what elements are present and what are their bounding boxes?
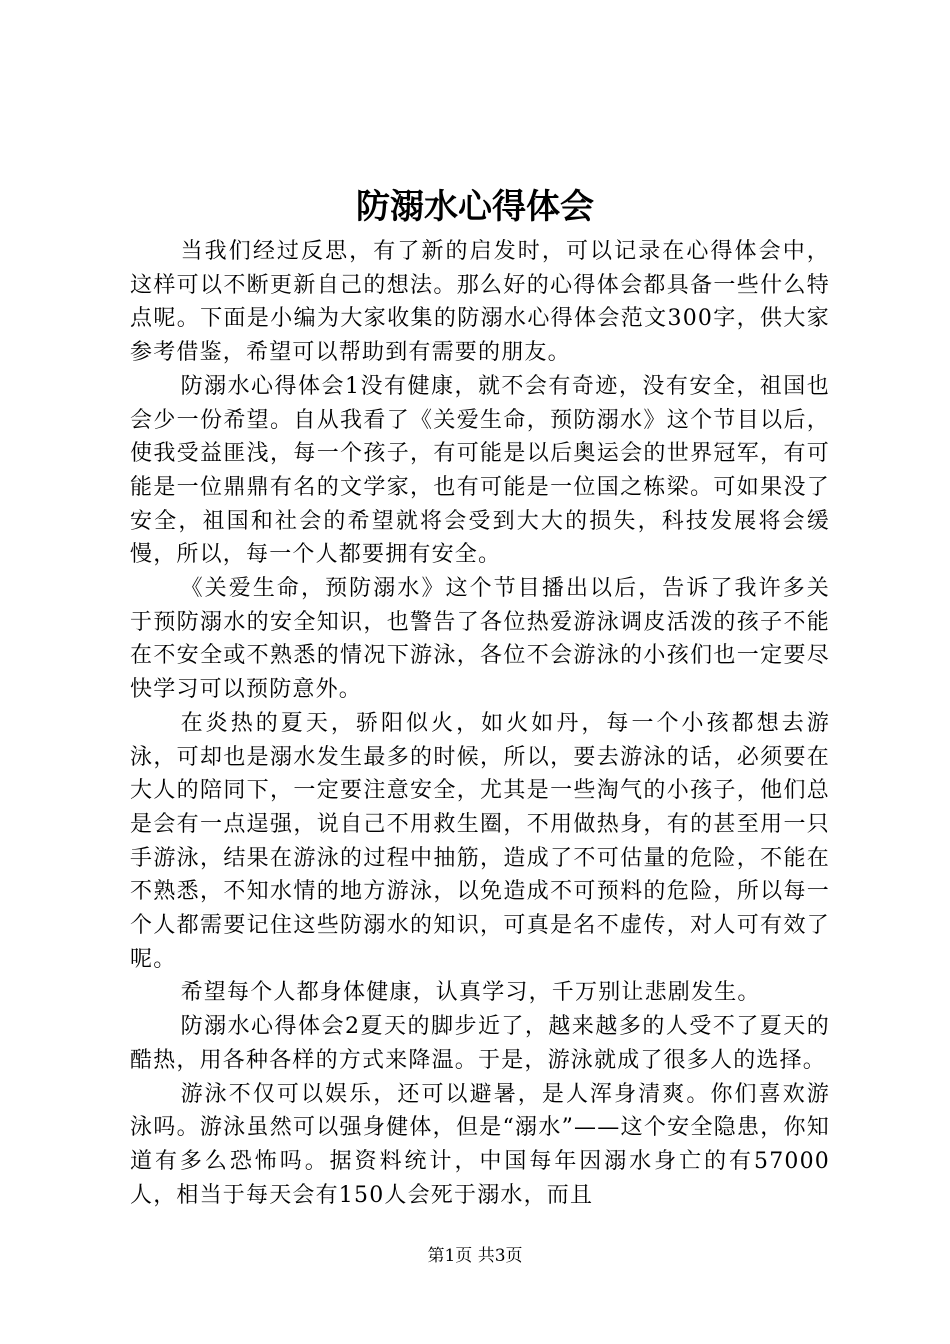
document-title: 防溺水心得体会 [356,187,594,227]
paragraph-summer: 在炎热的夏天，骄阳似火，如火如丹，每一个小孩都想去游泳，可却也是溺水发生最多的时候，所以，要去游泳的话，必须要在大人的陪同下，一定要注意安全，尤其是一些淘气的小孩子，他们总是会有一点逞强，说自己不用救生圈，不用做热身，有的甚至用一只手游泳，结果在游泳的过程中抽筋，造成了不可估量的危险，不能在不熟悉，不知水情的地方游泳，以免造成不可预料的危险，所以每一个人都需要记住这些防溺水的知识，可真是名不虚传，对人可有效了呢。 [130,710,830,972]
document-body [130,235,830,1212]
paragraph-wish: 希望每个人都身体健康，认真学习，千万别让悲剧发生。 [180,980,761,1006]
paragraph-swimming: 游泳不仅可以娱乐，还可以避暑，是人浑身清爽。你们喜欢游泳吗。游泳虽然可以强身健体，但是“溺水”——这个安全隐患，你知道有多么恐怖吗。据资料统计，中国每年因溺水身亡的有57000人，相当于每天会有150人会死于溺水，而且 [130,1081,830,1208]
paragraph-intro: 当我们经过反思，有了新的启发时，可以记录在心得体会中，这样可以不断更新自己的想法。那么好的心得体会都具备一些什么特点呢。下面是小编为大家收集的防溺水心得体会范文300字，供大家参考借鉴，希望可以帮助到有需要的朋友。 [130,239,830,366]
paragraph-program: 《关爱生命，预防溺水》这个节目播出以后，告诉了我许多关于预防溺水的安全知识，也警告了各位热爱游泳调皮活泼的孩子不能在不安全或不熟悉的情况下游泳，各位不会游泳的小孩们也一定要尽快学习可以预防意外。 [130,576,830,703]
paragraph-essay-1: 防溺水心得体会1没有健康，就不会有奇迹，没有安全，祖国也会少一份希望。自从我看了《关爱生命，预防溺水》这个节目以后，使我受益匪浅，每一个孩子，有可能是以后奥运会的世界冠军，有可能是一位鼎鼎有名的文学家，也有可能是一位国之栋梁。可如果没了安全，祖国和社会的希望就将会受到大大的损失，科技发展将会缓慢，所以，每一个人都要拥有安全。 [130,373,830,568]
paragraph-essay-2: 防溺水心得体会2夏天的脚步近了，越来越多的人受不了夏天的酷热，用各种各样的方式来降温。于是，游泳就成了很多人的选择。 [130,1014,830,1073]
page-number-footer: 第1页 共3页 [427,1246,523,1266]
